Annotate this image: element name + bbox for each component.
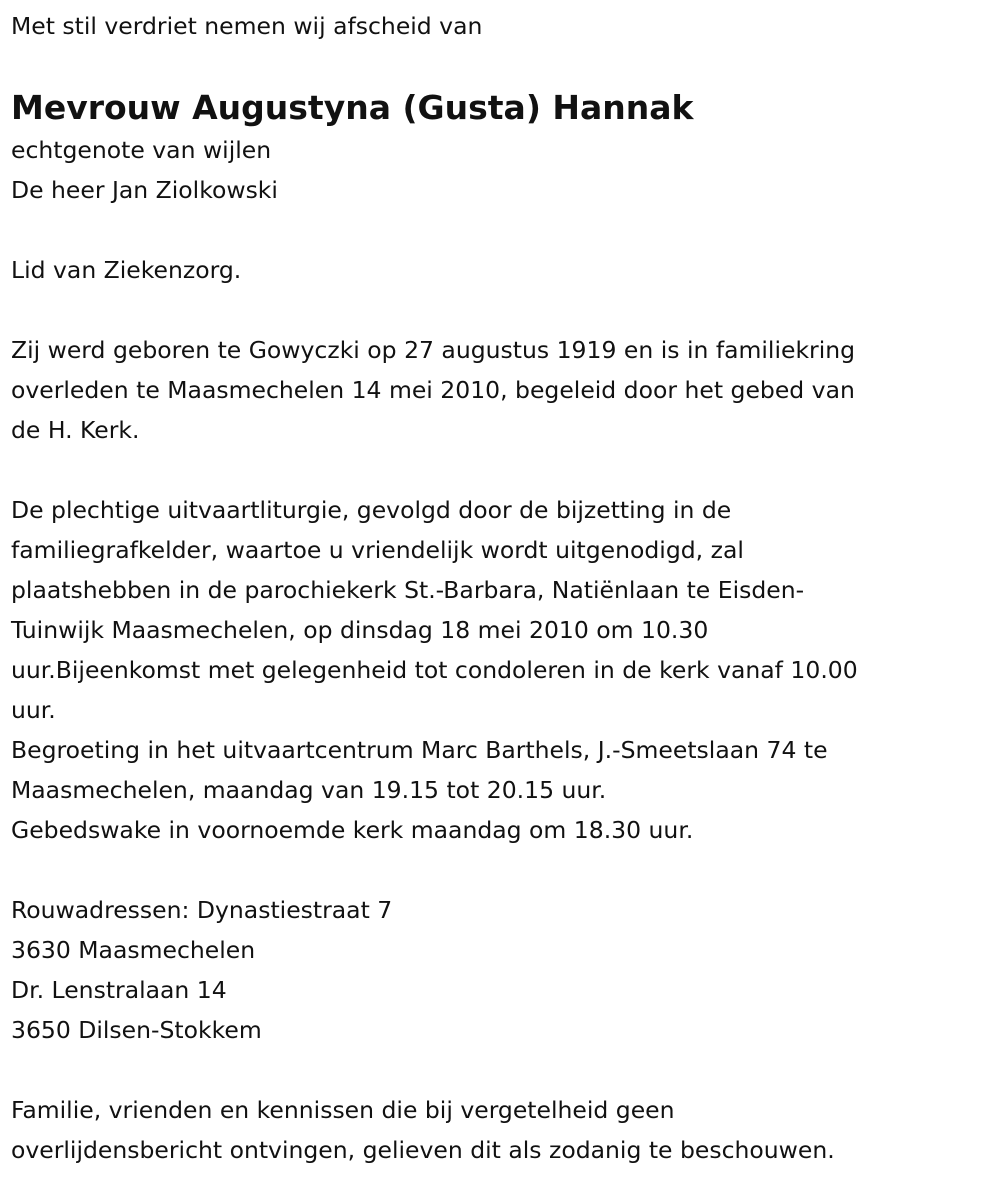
paragraph-line: familiegrafkelder, waartoe u vriendelijk wordt uitgenodigd, zal — [11, 536, 744, 564]
membership-text: Lid van Ziekenzorg. — [11, 256, 242, 284]
paragraph-line: Begroeting in het uitvaartcentrum Marc Barthels, J.-Smeetslaan 74 te — [11, 736, 828, 764]
paragraph-line: overlijdensbericht ontvingen, gelieven dit als zodanig te beschouwen. — [11, 1136, 835, 1164]
deceased-name: Mevrouw Augustyna (Gusta) Hannak — [11, 88, 694, 127]
addresses-section — [11, 890, 858, 1050]
paragraph-line: De plechtige uitvaartliturgie, gevolgd door de bijzetting in de — [11, 496, 732, 524]
address-line: 3630 Maasmechelen — [11, 936, 256, 964]
spouse-line: echtgenote van wijlen — [11, 136, 272, 164]
paragraph-line: Familie, vrienden en kennissen die bij vergetelheid geen — [11, 1096, 675, 1124]
paragraph-line: Tuinwijk Maasmechelen, op dinsdag 18 mei 2010 om 10.30 — [11, 616, 709, 644]
funeral-paragraph — [11, 490, 858, 850]
closing-paragraph — [11, 1090, 858, 1170]
spouse-section — [11, 130, 858, 210]
paragraph-line: overleden te Maasmechelen 14 mei 2010, begeleid door het gebed van — [11, 376, 855, 404]
spouse-line: De heer Jan Ziolkowski — [11, 176, 278, 204]
address-line: Rouwadressen: Dynastiestraat 7 — [11, 896, 393, 924]
paragraph-line: Zij werd geboren te Gowyczki op 27 augustus 1919 en is in familiekring — [11, 336, 856, 364]
address-line: Dr. Lenstralaan 14 — [11, 976, 227, 1004]
paragraph-line: de H. Kerk. — [11, 416, 140, 444]
paragraph-line: Gebedswake in voornoemde kerk maandag om 18.30 uur. — [11, 816, 694, 844]
paragraph-line: plaatshebben in de parochiekerk St.-Barbara, Natiënlaan te Eisden- — [11, 576, 805, 604]
intro-text: Met stil verdriet nemen wij afscheid van — [11, 12, 483, 40]
obituary-notice — [11, 6, 858, 1170]
paragraph-line: uur.Bijeenkomst met gelegenheid tot condoleren in de kerk vanaf 10.00 — [11, 656, 858, 684]
paragraph-line: Maasmechelen, maandag van 19.15 tot 20.15 uur. — [11, 776, 607, 804]
paragraph-line: uur. — [11, 696, 56, 724]
birth-death-paragraph — [11, 330, 858, 450]
address-line: 3650 Dilsen-Stokkem — [11, 1016, 262, 1044]
